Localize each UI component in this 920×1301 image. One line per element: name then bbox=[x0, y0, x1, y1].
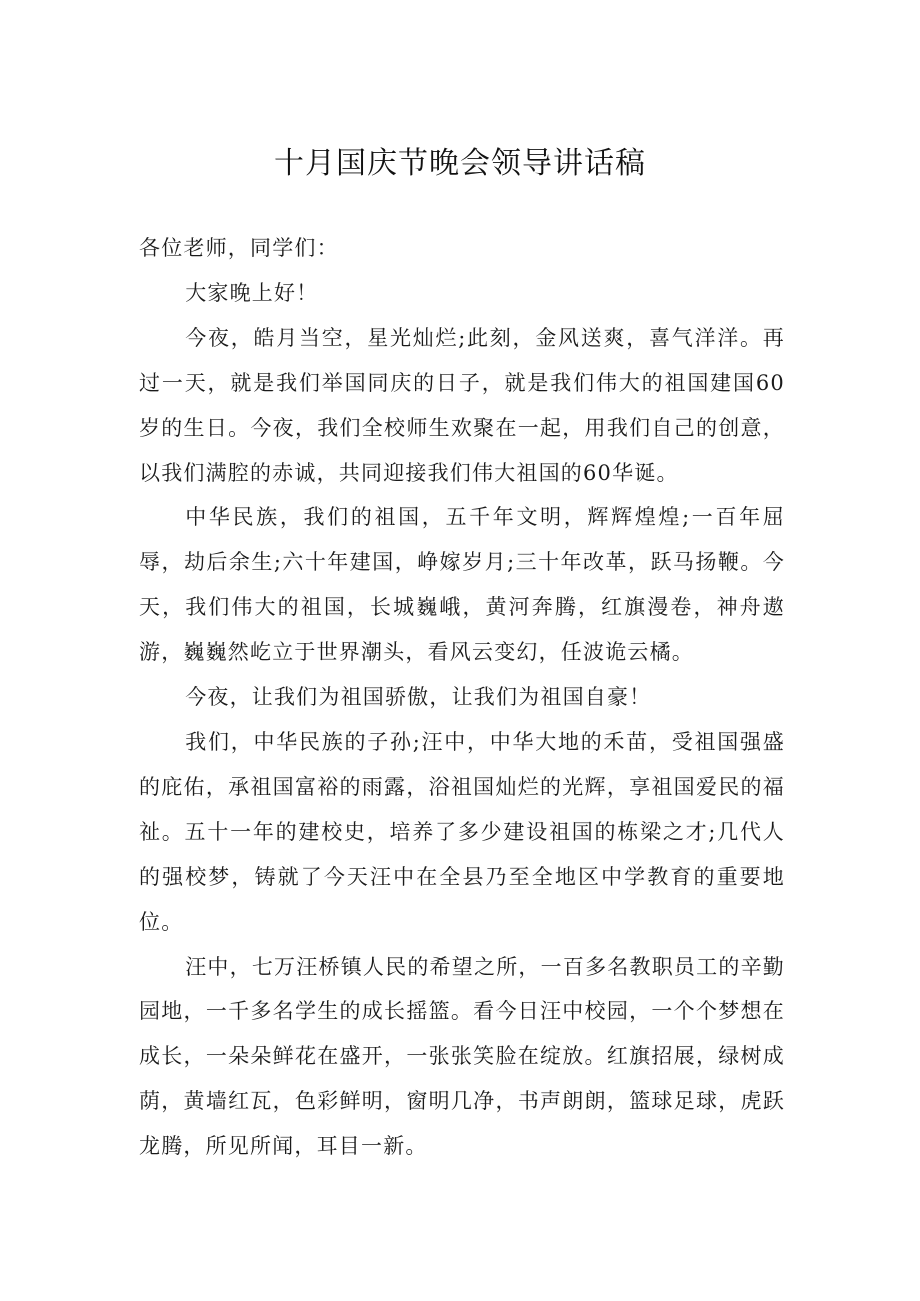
paragraph-campus: 汪中，七万汪桥镇人民的希望之所，一百多名教职员工的辛勤园地，一千多名学生的成长摇篮。看今日汪中校园，一个个梦想在成长，一朵朵鲜花在盛开，一张张笑脸在绽放。红旗招展，绿树成荫，黄墙红瓦，色彩鲜明，窗明几净，书声朗朗，篮球足球，虎跃龙腾，所见所闻，耳目一新。 bbox=[139, 954, 785, 1159]
paragraph-greeting: 大家晚上好！ bbox=[185, 280, 319, 305]
salutation: 各位老师，同学们： bbox=[139, 236, 339, 260]
paragraph-nation: 中华民族，我们的祖国，五千年文明，辉辉煌煌;一百年屈辱，劫后余生;六十年建国，峥嫁岁月;三十年改革，跃马扬鞭。今天，我们伟大的祖国，长城巍峨，黄河奔腾，红旗漫卷，神舟遨游，巍巍然屹立于世界潮头，看风云变幻，任波诡云橘。 bbox=[139, 505, 785, 665]
document-title: 十月国庆节晚会领导讲话稿 bbox=[274, 146, 646, 181]
paragraph-school-history: 我们，中华民族的子孙;汪中，中华大地的禾苗，受祖国强盛的庇佑，承祖国富裕的雨露，浴祖国灿烂的光辉，享祖国爱民的福祉。五十一年的建校史，培养了多少建设祖国的栋梁之才;几代人的强校梦，铸就了今天汪中在全县乃至全地区中学教育的重要地位。 bbox=[139, 729, 785, 934]
paragraph-tonight: 今夜，皓月当空，星光灿烂;此刻，金风送爽，喜气洋洋。再过一天，就是我们举国同庆的日子，就是我们伟大的祖国建国60岁的生日。今夜，我们全校师生欢聚在一起，用我们自己的创意，以我们满腔的赤诚，共同迎接我们伟大祖国的60华诞。 bbox=[139, 325, 785, 485]
document-body bbox=[139, 226, 785, 1169]
paragraph-pride: 今夜，让我们为祖国骄傲，让我们为祖国自豪！ bbox=[185, 685, 652, 710]
